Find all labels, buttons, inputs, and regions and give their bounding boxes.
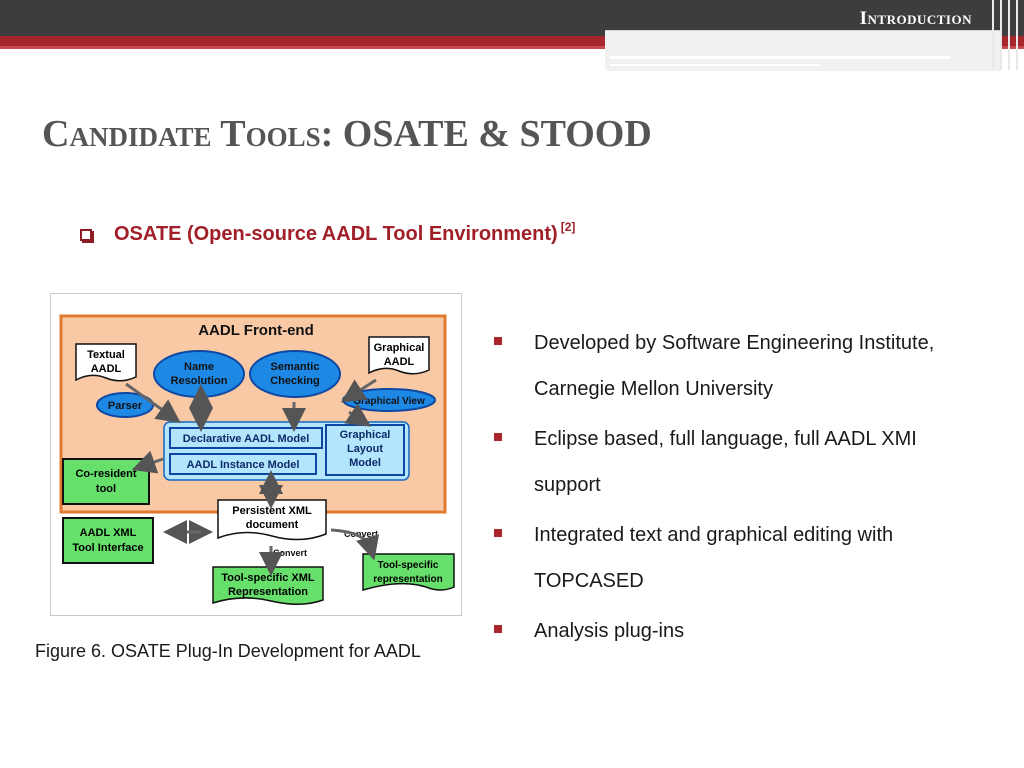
declarative-model-label: Declarative AADL Model — [182, 433, 310, 445]
graphical-aadl-label: Graphical — [373, 342, 425, 354]
co-resident-label: Co-resident — [75, 468, 137, 480]
graphical-aadl-label: AADL — [383, 356, 415, 368]
aadl-xml-interface-box — [63, 518, 153, 563]
semantic-checking-ellipse — [250, 351, 340, 397]
tool-specific-xml-label: Tool-specific XML — [221, 572, 315, 584]
figure-osate-diagram — [50, 293, 462, 616]
tool-specific-xml-label: Representation — [227, 586, 309, 598]
bullet-list — [494, 320, 984, 658]
bullet-item — [494, 320, 984, 412]
section-label: Introduction — [859, 8, 972, 29]
square-bullet-icon — [494, 433, 502, 441]
header-decoration-line — [1000, 0, 1002, 70]
graphical-layout-label: Model — [349, 457, 381, 469]
header-decoration-line — [1016, 0, 1018, 70]
bullet-text: Developed by Software Engineering Institute, Carnegie Mellon University — [534, 332, 935, 400]
bullet-text: Eclipse based, full language, full AADL XMI support — [534, 428, 917, 496]
graphical-layout-label: Layout — [346, 443, 384, 455]
slide-title: Candidate Tools: OSATE & STOOD — [42, 113, 652, 155]
tool-specific-repr-label: representation — [373, 574, 443, 585]
main-bullet — [80, 220, 576, 246]
graphical-view-label: Graphical View — [353, 396, 425, 407]
instance-model-label: AADL Instance Model — [186, 459, 300, 471]
header-decoration-line — [610, 56, 950, 59]
semantic-checking-label: Checking — [270, 375, 320, 387]
bullet-item — [494, 512, 984, 604]
persistent-xml-label: Persistent XML — [232, 505, 312, 517]
bullet-text: Analysis plug-ins — [534, 620, 685, 642]
frontend-title: AADL Front-end — [198, 322, 314, 339]
textual-aadl-label: AADL — [90, 363, 122, 375]
square-bullet-icon — [494, 337, 502, 345]
semantic-checking-label: Semantic — [270, 361, 320, 373]
co-resident-label: tool — [95, 483, 117, 495]
name-resolution-label: Name — [184, 361, 214, 373]
main-bullet-text: OSATE (Open-source AADL Tool Environment) — [114, 223, 558, 245]
convert-label: Convert — [273, 548, 308, 558]
aadl-xml-interface-label: Tool Interface — [72, 542, 144, 554]
co-resident-tool-box — [63, 459, 149, 504]
persistent-xml-label: document — [245, 519, 299, 531]
convert-label: Convert — [344, 529, 379, 539]
bullet-item — [494, 608, 984, 654]
square-bullet-icon — [494, 529, 502, 537]
aadl-xml-interface-label: AADL XML — [79, 527, 137, 539]
tool-specific-repr-label: Tool-specific — [377, 560, 439, 571]
graphical-layout-label: Graphical — [339, 429, 391, 441]
osate-architecture-diagram — [51, 294, 461, 615]
citation-ref: [2] — [560, 220, 576, 234]
figure-caption: Figure 6. OSATE Plug-In Development for AADL — [35, 641, 421, 661]
header-decoration-line — [992, 0, 994, 70]
header-decoration-line — [610, 64, 820, 66]
textual-aadl-label: Textual — [87, 349, 125, 361]
square-bullet-icon — [494, 625, 502, 633]
header-decoration-line — [1008, 0, 1010, 70]
parser-label: Parser — [107, 400, 143, 412]
name-resolution-ellipse — [154, 351, 244, 397]
checkbox-bullet-icon — [80, 229, 92, 241]
bullet-text: Integrated text and graphical editing with TOPCASED — [534, 524, 894, 592]
name-resolution-label: Resolution — [170, 375, 228, 387]
bullet-item — [494, 416, 984, 508]
